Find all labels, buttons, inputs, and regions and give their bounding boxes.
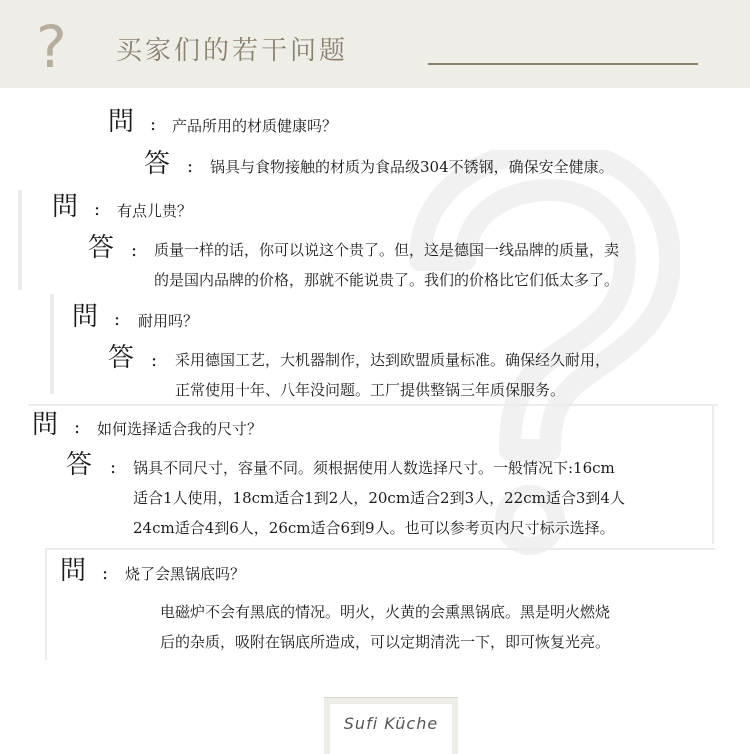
answer-glyph: 答 — [88, 233, 115, 263]
answer-line: 电磁炉不会有黑底的情况。明火，火黄的会熏黑锅底。黑是明火燃烧 — [160, 603, 611, 621]
answer-colon: : — [131, 240, 138, 261]
question-glyph: 問 — [52, 192, 79, 222]
frame-line — [50, 294, 54, 394]
footer-brand-inner — [330, 704, 452, 754]
answer-glyph: 答 — [144, 149, 171, 179]
frame-line — [28, 404, 718, 406]
answer-colon: : — [187, 156, 194, 177]
footer-brand-box — [324, 697, 458, 754]
question-text: 有点儿贵？ — [117, 202, 193, 220]
question-glyph: 問 — [72, 302, 99, 332]
answer-colon: : — [110, 457, 117, 478]
answer-line: 适合1人使用，18cm适合1到2人，20cm适合2到3人，22cm适合3到4人 — [133, 489, 625, 507]
question-colon: : — [114, 309, 121, 330]
answer-line: 的是国内品牌的价格，那就不能说贵了。我们的价格比它们低太多了。 — [154, 271, 620, 289]
question-colon: : — [150, 114, 157, 135]
question-glyph: 問 — [108, 107, 135, 137]
question-colon: : — [74, 417, 81, 438]
frame-line — [45, 548, 715, 550]
answer-line: 后的杂质，吸附在锅底所造成，可以定期清洗一下，即可恢复光亮。 — [160, 633, 611, 651]
frame-line — [712, 404, 714, 544]
question-text: 耐用吗？ — [138, 312, 199, 330]
answer-line: 锅具与食物接触的材质为食品级304不锈钢，确保安全健康。 — [210, 158, 614, 176]
answer-line: 正常使用十年、八年没问题。工厂提供整锅三年质保服务。 — [175, 381, 566, 399]
answer-line: 24cm适合4到6人，26cm适合6到9人。也可以参考页内尺寸标示选择。 — [133, 519, 615, 537]
answer-glyph: 答 — [108, 343, 135, 373]
question-glyph: 問 — [60, 556, 87, 586]
question-glyph: 問 — [32, 410, 59, 440]
question-text: 如何选择适合我的尺寸？ — [97, 420, 263, 438]
answer-line: 质量一样的话，你可以说这个贵了。但，这是德国一线品牌的质量，卖 — [154, 241, 620, 259]
answer-line: 采用德国工艺，大机器制作，达到欧盟质量标准。确保经久耐用， — [175, 351, 611, 369]
question-text: 产品所用的材质健康吗？ — [172, 117, 338, 135]
question-text: 烧了会黑锅底吗？ — [125, 565, 246, 583]
answer-glyph: 答 — [66, 450, 93, 480]
answer-line: 锅具不同尺寸，容量不同。须根据使用人数选择尺寸。一般情况下:16cm — [133, 459, 615, 477]
answer-colon: : — [151, 350, 158, 371]
question-mark-icon: ? — [36, 13, 67, 81]
header-banner — [0, 0, 750, 88]
page-title: 买家们的若干问题 — [116, 36, 349, 66]
question-colon: : — [94, 199, 101, 220]
title-underline — [428, 63, 698, 65]
question-colon: : — [102, 563, 109, 584]
brand-name: Sufi Küche — [343, 714, 439, 733]
frame-line — [18, 190, 22, 290]
frame-line — [45, 548, 47, 660]
